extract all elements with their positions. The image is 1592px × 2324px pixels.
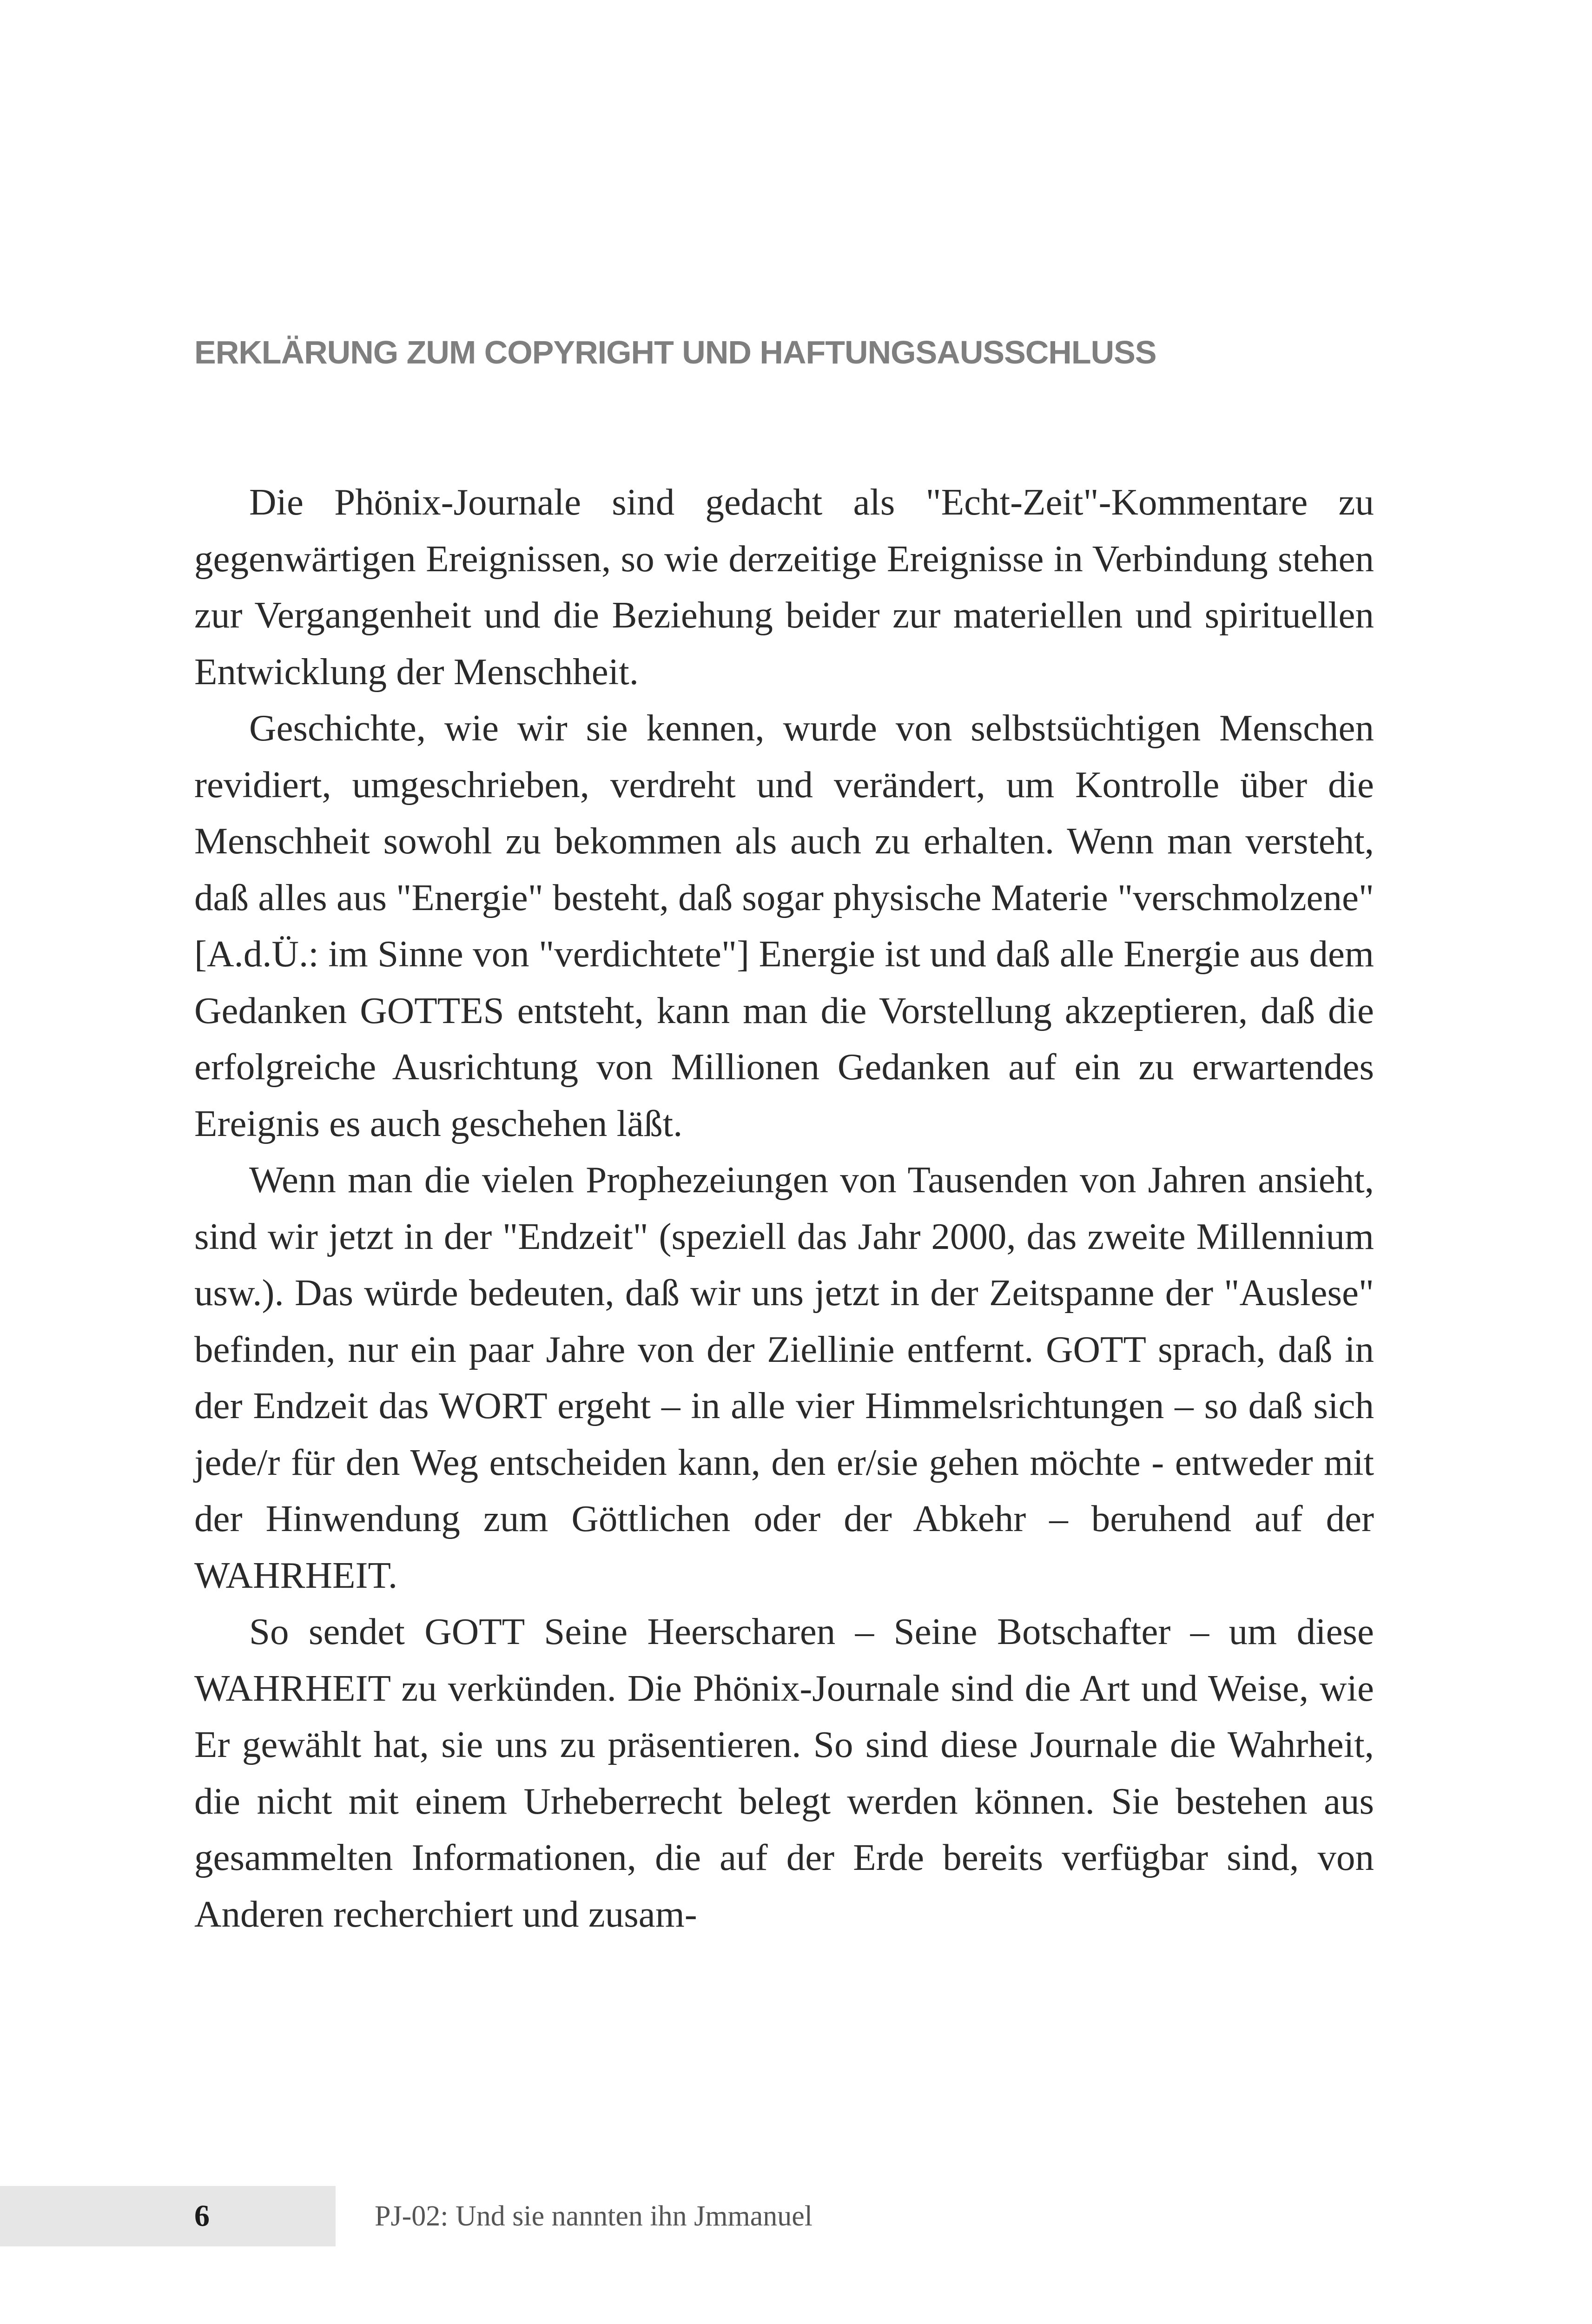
paragraph-1: Die Phönix-Journale sind gedacht als "Echt-Zeit"-Kommentare zu gegenwärtigen Ereignissen, so wie derzeitige Ereignisse in Verbindung stehen zur Vergangenheit und die Beziehung beider zur materiellen und spirituellen Entwicklung der Menschheit. [194,481,1374,693]
page-title: ERKLÄRUNG ZUM COPYRIGHT UND HAFTUNGSAUSSCHLUSS [194,334,1156,370]
paragraph-4: So sendet GOTT Seine Heerscharen – Seine Botschafter – um diese WAHRHEIT zu verkünden. Die Phönix-Journale sind die Art und Weise, wie Er gewählt hat, sie uns zu präsentieren. So sind diese Journale die Wahrheit, die nicht mit einem Urheberrecht belegt werden können. Sie bestehen aus gesammelten Informationen, die auf der Erde bereits verfügbar sind, von Anderen recherchiert und zusam- [194,1611,1374,1935]
footer-band [0,2186,336,2246]
page-number: 6 [194,2199,210,2233]
paragraph-3: Wenn man die vielen Prophezeiungen von Tausenden von Jahren ansieht, sind wir jetzt in der "Endzeit" (speziell das Jahr 2000, das zweite Millennium usw.). Das würde bedeuten, daß wir uns jetzt in der Zeitspanne der "Auslese" befinden, nur ein paar Jahre von der Ziellinie entfernt. GOTT sprach, daß in der Endzeit das WORT ergeht – in alle vier Himmelsrichtungen – so daß sich jede/r für den Weg entscheiden kann, den er/sie gehen möchte - entweder mit der Hinwendung zum Göttlichen oder der Abkehr – beruhend auf der WAHRHEIT. [194,1159,1374,1596]
running-footer-title: PJ-02: Und sie nannten ihn Jmmanuel [375,2200,813,2232]
body-text [194,474,1374,1942]
paragraph-2: Geschichte, wie wir sie kennen, wurde von selbstsüchtigen Menschen revidiert, umgeschrieben, verdreht und verändert, um Kontrolle über die Menschheit sowohl zu bekommen als auch zu erhalten. Wenn man versteht, daß alles aus "Energie" besteht, daß sogar physische Materie "verschmolzene" [A.d.Ü.: im Sinne von "verdichtete"] Energie ist und daß alle Energie aus dem Gedanken GOTTES entsteht, kann man die Vorstellung akzeptieren, daß die erfolgreiche Ausrichtung von Millionen Gedanken auf ein zu erwartendes Ereignis es auch geschehen läßt. [194,707,1374,1144]
